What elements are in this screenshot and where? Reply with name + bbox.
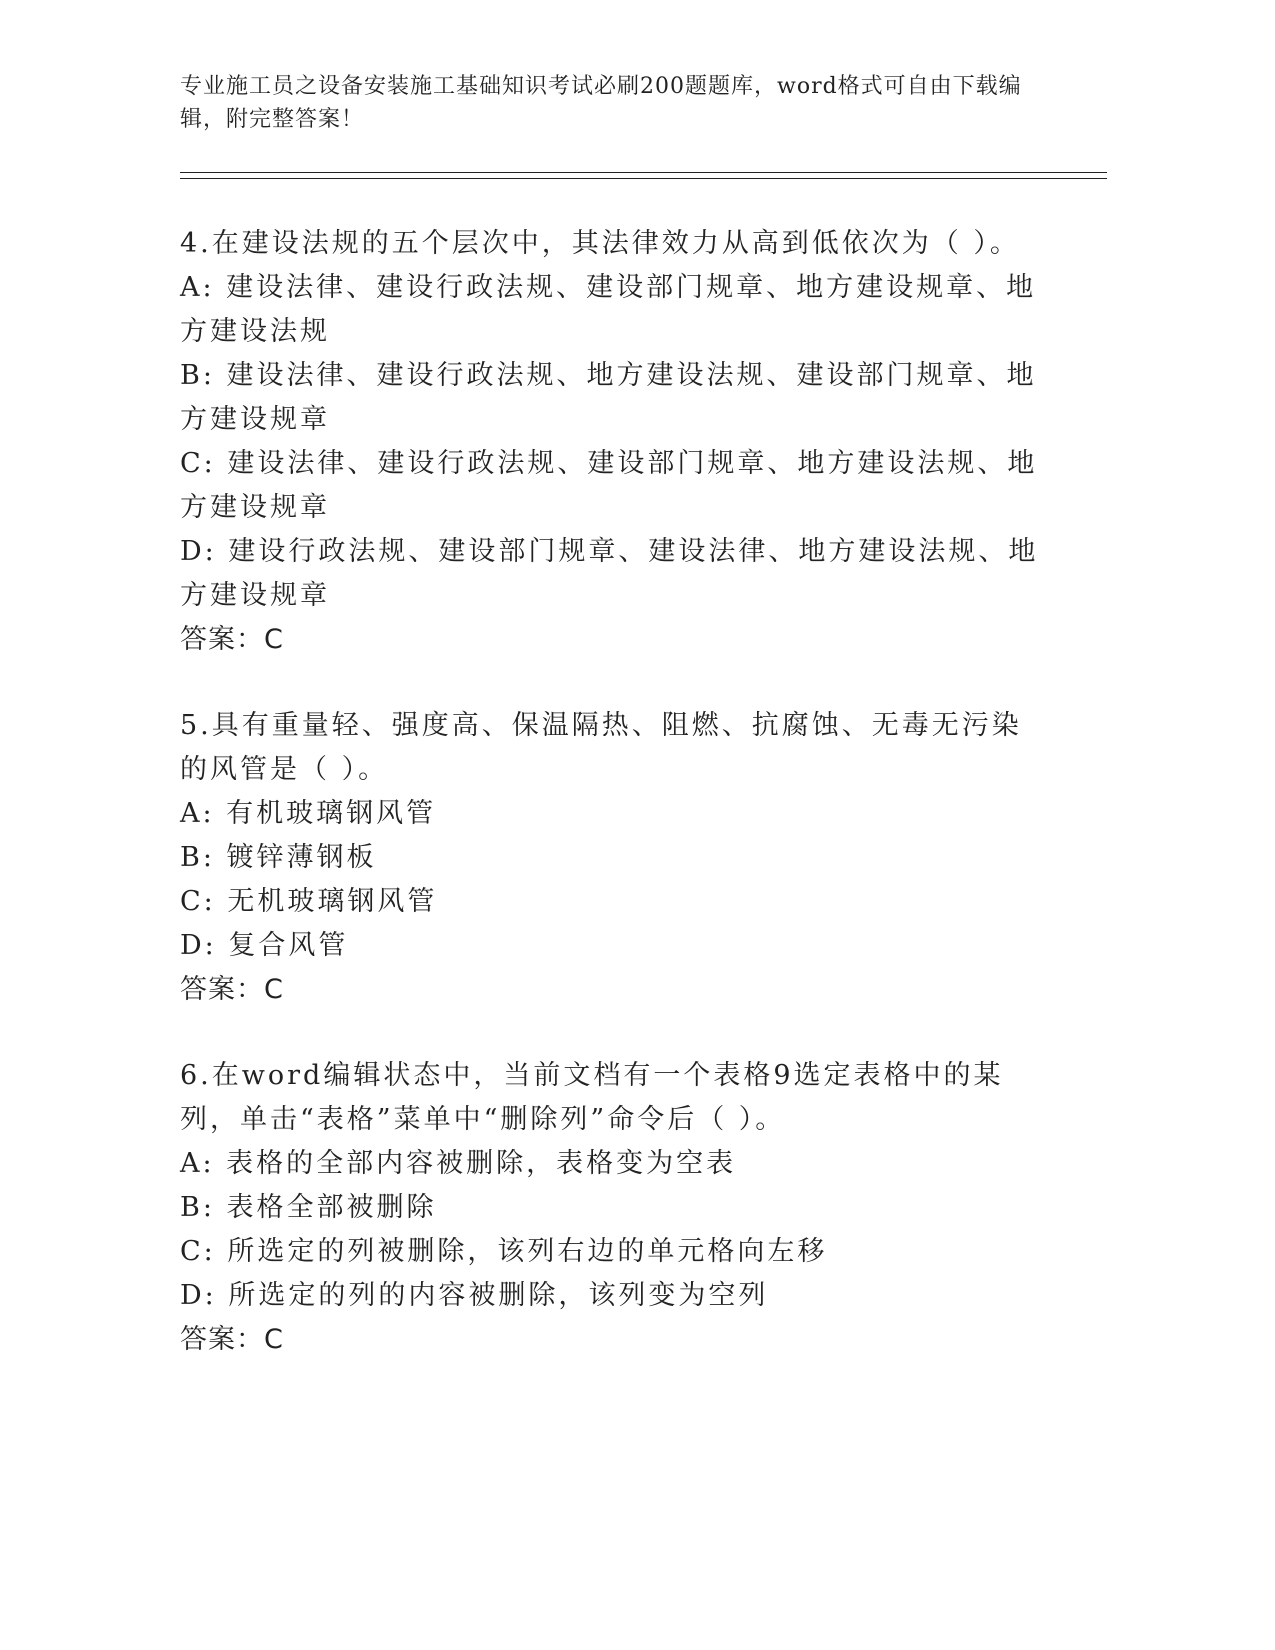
option-d: D: 所选定的列的内容被删除，该列变为空列 [180, 1280, 769, 1311]
option-b: B: 表格全部被删除 [180, 1192, 437, 1223]
question-stem: 6.在word编辑状态中，当前文档有一个表格9选定表格中的某列，单击“表格”菜单中“删除列”命令后（ ）。 [180, 1060, 1004, 1135]
option-c: C: 所选定的列被删除，该列右边的单元格向左移 [180, 1236, 828, 1267]
header-divider-top [180, 172, 1107, 173]
option-a: A: 有机玻璃钢风管 [180, 798, 437, 829]
header-text: 专业施工员之设备安装施工基础知识考试必刷200题题库，word格式可自由下载编辑，附完整答案！ [180, 74, 1022, 132]
question-4 [180, 222, 1040, 662]
answer: 答案：C [180, 1324, 284, 1355]
question-stem: 4.在建设法规的五个层次中，其法律效力从高到低依次为（ ）。 [180, 228, 1020, 259]
page-header [180, 70, 1040, 136]
question-5 [180, 704, 1040, 1012]
option-c: C: 建设法律、建设行政法规、建设部门规章、地方建设法规、地方建设规章 [180, 448, 1038, 523]
header-divider-bottom [180, 178, 1107, 179]
option-a: A: 表格的全部内容被删除，表格变为空表 [180, 1148, 737, 1179]
answer: 答案：C [180, 974, 284, 1005]
option-c: C: 无机玻璃钢风管 [180, 886, 438, 917]
option-a: A: 建设法律、建设行政法规、建设部门规章、地方建设规章、地方建设法规 [180, 272, 1037, 347]
question-list [180, 222, 1040, 1404]
question-6 [180, 1054, 1040, 1362]
option-b: B: 建设法律、建设行政法规、地方建设法规、建设部门规章、地方建设规章 [180, 360, 1037, 435]
option-b: B: 镀锌薄钢板 [180, 842, 377, 873]
question-stem: 5.具有重量轻、强度高、保温隔热、阻燃、抗腐蚀、无毒无污染的风管是（ ）。 [180, 710, 1022, 785]
option-d: D: 建设行政法规、建设部门规章、建设法律、地方建设法规、地方建设规章 [180, 536, 1039, 611]
answer: 答案：C [180, 624, 284, 655]
option-d: D: 复合风管 [180, 930, 349, 961]
